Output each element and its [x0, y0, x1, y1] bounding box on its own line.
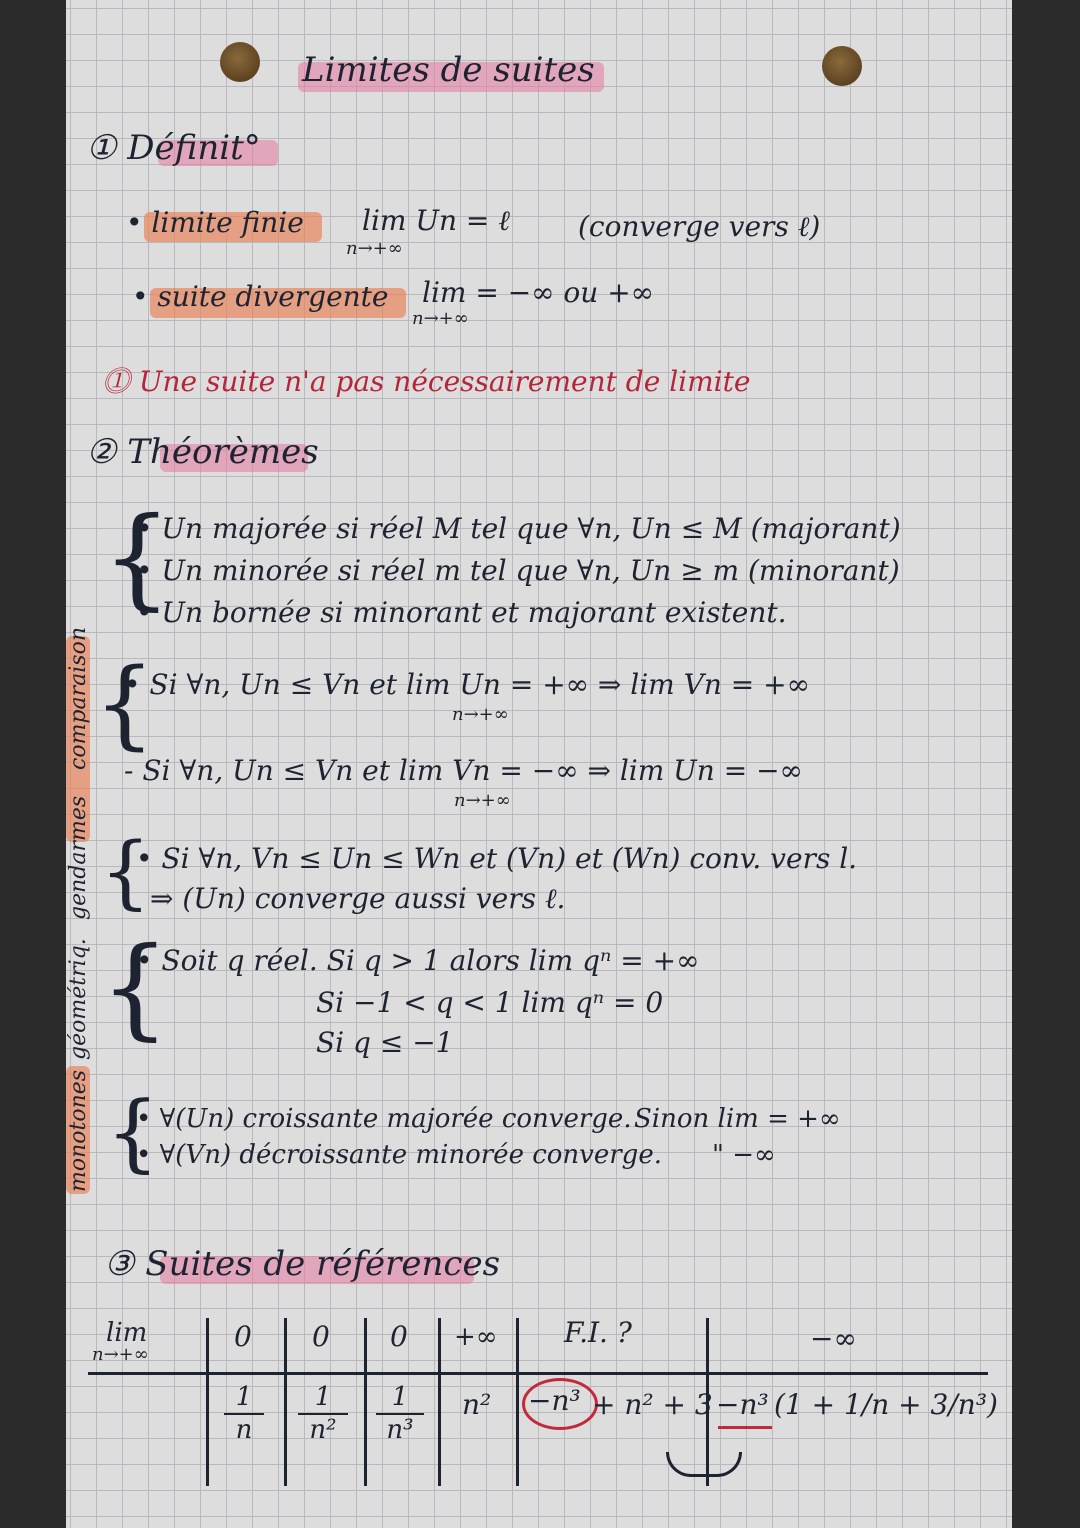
term-2-denominator: n²: [309, 1415, 337, 1446]
punch-hole-right: [822, 46, 862, 86]
table-col-sep-3: [364, 1318, 367, 1486]
limite-finie-formula: lim Un = ℓ: [362, 204, 510, 237]
geometriq-side-label: géométriq.: [66, 938, 91, 1060]
geometrique-line-3: Si q ≤ −1: [316, 1026, 454, 1059]
geometrique-brace: {: [100, 923, 170, 1051]
monotones-line-2: • ∀(Vn) décroissante minorée converge.: [136, 1140, 662, 1170]
comparaison-line-1: • Si ∀n, Un ≤ Vn et lim Un = +∞ ⇒ lim Vn = +∞: [124, 668, 810, 701]
comparaison-sub-2: n→+∞: [454, 790, 511, 811]
limit-cell-3: 0: [390, 1320, 408, 1353]
bornes-brace: {: [102, 493, 172, 621]
monotones-else-1: Sinon lim = +∞: [634, 1104, 841, 1134]
fi-expr-rest: + n² + 3: [592, 1388, 713, 1421]
suite-divergente-sub: n→+∞: [412, 308, 469, 329]
section2-heading: ② Théorèmes: [86, 432, 319, 472]
monotones-line-1: • ∀(Un) croissante majorée converge.: [136, 1104, 632, 1134]
table-horizontal-rule: [88, 1372, 988, 1375]
limit-cell-4: +∞: [454, 1322, 498, 1352]
monotones-else-2: " −∞: [712, 1140, 776, 1170]
limite-finie-note: (converge vers ℓ): [578, 210, 821, 243]
table-col-sep-4: [438, 1318, 441, 1486]
term-1-denominator: n: [235, 1415, 253, 1446]
term-3-denominator: n³: [386, 1415, 414, 1446]
table-col-sep-2: [284, 1318, 287, 1486]
suite-divergente-formula: lim = −∞ ou +∞: [422, 276, 654, 309]
comparaison-brace: {: [94, 648, 156, 760]
limite-finie-label: • limite finie: [126, 206, 304, 239]
gendarmes-brace: {: [100, 825, 151, 918]
section1-heading: ① Définit°: [86, 128, 261, 168]
bornee-line: • Un bornée si minorant et majorant existent.: [136, 596, 787, 629]
limit-cell-1: 0: [234, 1320, 252, 1353]
fi-expr-circled: −n³: [528, 1384, 581, 1417]
geometrique-line-2: Si −1 < q < 1 lim qⁿ = 0: [316, 986, 664, 1019]
factor-arrow: [666, 1452, 742, 1477]
table-lim-label: lim: [106, 1318, 148, 1348]
factored-lead-underline: [718, 1426, 772, 1429]
table-lim-sub: n→+∞: [92, 1344, 149, 1365]
notebook-page: [66, 0, 1012, 1528]
factored-lead: −n³: [716, 1388, 769, 1421]
gendarmes-line-2: ⇒ (Un) converge aussi vers ℓ.: [150, 882, 566, 915]
term-1-numerator: 1: [235, 1382, 253, 1412]
limit-cell-2: 0: [312, 1320, 330, 1353]
warning-note: ⓵ Une suite n'a pas nécessairement de limite: [102, 365, 751, 398]
suite-divergente-label: • suite divergente: [132, 280, 389, 313]
term-3-numerator: 1: [391, 1382, 409, 1412]
monotones-brace: {: [106, 1083, 160, 1181]
monotones-side-label: monotones: [66, 1069, 91, 1192]
section3-heading: ③ Suites de références: [104, 1244, 501, 1284]
factored-rest: (1 + 1/n + 3/n³): [774, 1388, 998, 1421]
comparaison-sub-1: n→+∞: [452, 704, 509, 725]
punch-hole-left: [220, 42, 260, 82]
term-1-over-n: [224, 1384, 264, 1445]
gendarmes-side-label: gendarmes: [66, 795, 91, 920]
gendarmes-line-1: • Si ∀n, Vn ≤ Un ≤ Wn et (Vn) et (Wn) conv. vers l.: [136, 842, 858, 875]
page-title: Limites de suites: [302, 50, 595, 90]
comparaison-line-2: - Si ∀n, Un ≤ Vn et lim Vn = −∞ ⇒ lim Un = −∞: [124, 754, 803, 787]
geometrique-line-1: • Soit q réel. Si q > 1 alors lim qⁿ = +∞: [136, 944, 700, 977]
comparaison-side-label: comparaison: [66, 627, 91, 770]
limite-finie-sub: n→+∞: [346, 238, 403, 259]
term-n2: n²: [462, 1388, 492, 1421]
term-1-over-n2: [298, 1384, 348, 1445]
limit-cell-5: F.I. ?: [564, 1316, 632, 1349]
table-col-sep-1: [206, 1318, 209, 1486]
term-2-numerator: 1: [314, 1382, 332, 1412]
majoree-line: • Un majorée si réel M tel que ∀n, Un ≤ M (majorant): [136, 512, 901, 545]
limit-cell-6: −∞: [810, 1322, 857, 1355]
table-col-sep-5: [516, 1318, 519, 1486]
term-1-over-n3: [376, 1384, 424, 1445]
minoree-line: • Un minorée si réel m tel que ∀n, Un ≥ m (minorant): [136, 554, 900, 587]
